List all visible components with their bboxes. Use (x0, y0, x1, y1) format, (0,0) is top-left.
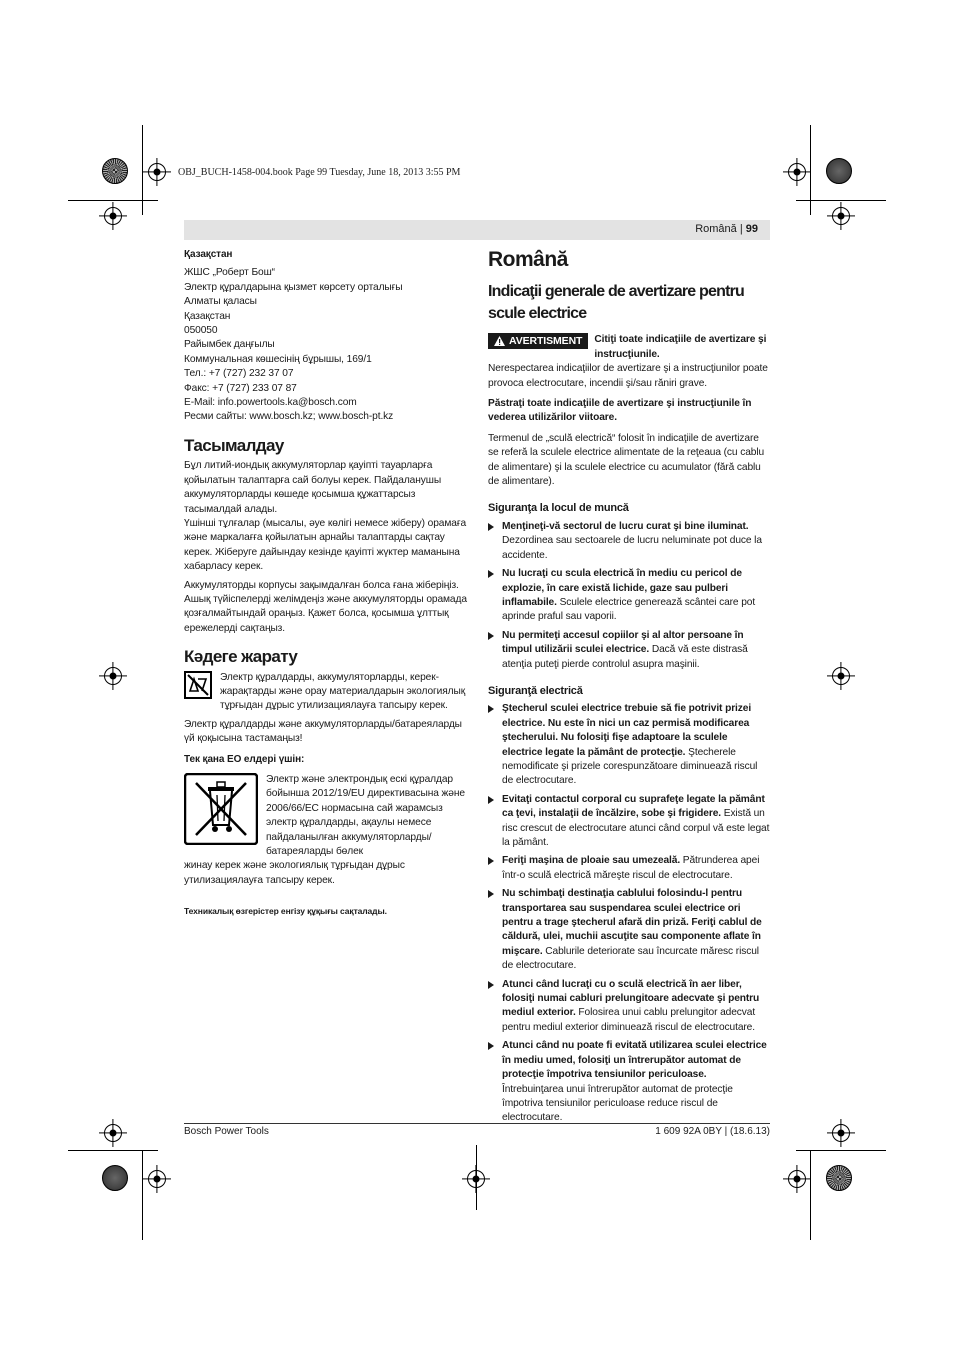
registration-mark-icon (832, 667, 850, 685)
address-line: Қазақстан (184, 310, 231, 322)
address-block (184, 266, 470, 424)
left-column (184, 248, 470, 919)
eu-paragraph: Электр және электрондық ескі құралдар бойынша 2012/19/EU директивасына және 2006/66/EC нормасына сай жарамсыз электр құралдарды, ақаулы немесе пайдаланылған аккумуляторларды/батареяларды бөлек (266, 774, 465, 858)
color-target-icon (102, 158, 128, 184)
right-column (488, 248, 770, 1130)
crop-mark (796, 200, 886, 201)
address-line: ЖШС „Роберт Бош“ (184, 267, 275, 279)
bullet-arrow-icon (488, 570, 494, 578)
bullet-arrow-icon (488, 1042, 494, 1050)
list-item (488, 793, 770, 851)
list-item (488, 854, 770, 883)
list-item-bold: Evitaţi contactul corporal cu suprafeţe legate la pământ ca ţevi, instalaţii de încălzire, sobe şi frigidere. (502, 793, 765, 820)
warning-triangle-icon (494, 336, 505, 346)
registration-mark-icon (148, 1170, 166, 1188)
registration-mark-icon (788, 1170, 806, 1188)
list-item-bold: Nu permiteţi accesul copiilor şi al altor persoane în timpul utilizării sculei electrice. (502, 629, 744, 656)
address-line: E-Mail: info.powertools.ka@bosch.com (184, 397, 357, 409)
work-safety-list (488, 520, 770, 672)
crop-mark (810, 125, 811, 215)
warning-label: AVERTISMENT (509, 335, 583, 348)
list-item-bold: Nu lucraţi cu scula electrică în mediu cu pericol de explozie, în care există lichide, gaze sau pulberi inflamabile. (502, 568, 742, 608)
warning-text: Nerespectarea indicaţiilor de avertizare şi a instrucţiunilor poate provoca electrocutare, incendii şi/sau răniri grave. (488, 363, 768, 389)
crop-mark (810, 1150, 811, 1240)
footer-code: 1 609 92A 0BY | (18.6.13) (655, 1126, 770, 1137)
keep-instructions: Păstraţi toate indicaţiile de avertizare şi instrucţiunile în vederea utilizărilor viitoare. (488, 398, 752, 424)
list-item-text: Dezordinea sau sectoarele de lucru neluminate pot duce la accidente. (502, 535, 762, 561)
list-item-bold: Atunci când lucraţi cu o sculă electrică în aer liber, folosiţi numai cabluri prelungitoare adecvate şi pentru mediul exterior. (502, 978, 760, 1019)
eu-heading: Тек қана ЕО елдері үшін: (184, 753, 305, 765)
list-item (488, 1039, 770, 1125)
registration-mark-icon (832, 207, 850, 225)
warning-badge (488, 333, 588, 349)
address-line: Алматы қаласы (184, 296, 257, 308)
bullet-arrow-icon (488, 632, 494, 640)
address-title: Қазақстан (184, 249, 233, 260)
warning-bold: Citiţi toate indicaţiile de avertizare şi instrucţiunile. (594, 334, 767, 360)
list-item (488, 978, 770, 1036)
registration-mark-icon (788, 163, 806, 181)
disposal-paragraph: Электр құралдарды және аккумуляторларды/батареяларды үй қоқысына тастамаңыз! (184, 718, 462, 745)
registration-mark-icon (148, 163, 166, 181)
reserve-note: Техникалық өзгерістер енгізу құқығы сақталады. (184, 906, 387, 917)
footer-brand: Bosch Power Tools (184, 1126, 269, 1137)
crop-mark (68, 1150, 158, 1151)
crossed-bin-icon (184, 773, 258, 845)
list-item-bold: Nu schimbaţi destinaţia cablului folosindu-l pentru transportarea sau suspendarea sculei electrice ori pentru a trage ştecherul afară din priză. Feriţi cablul de căldură, ulei, muchii ascuţite sau componente aflate în mişcare. (502, 888, 762, 957)
page-number: 99 (745, 223, 758, 235)
crop-mark (142, 1150, 143, 1240)
footer-divider (184, 1123, 770, 1124)
bullet-arrow-icon (488, 981, 494, 989)
address-line: Тел.: +7 (727) 232 37 07 (184, 368, 294, 380)
list-item (488, 629, 770, 672)
bullet-arrow-icon (488, 705, 494, 713)
list-item-text: Există un risc crescut de electrocutare atunci când corpul vă este legat la pământ. (502, 808, 770, 848)
crop-mark (142, 125, 143, 215)
electrical-safety-heading: Siguranţă electrică (488, 684, 583, 697)
disposal-paragraph: Электр құралдарды, аккумуляторларды, керек-жарақтарды және орау материалдарын экологиялық тұрғыдан дұрыс утилизациялауға тапсыру керек. (220, 671, 466, 712)
list-item-text: Întrebuinţarea unui întrerupător automat de protecţie împotriva tensiunilor periculoase reduce riscul de electrocutare. (502, 1083, 733, 1124)
transport-paragraph: Үшінші тұлғалар (мысалы, әуе көлігі немесе жіберу) орамаға және маркалағға қойылатын арнайы талаптарды сақтау керек. Жіберуге дайындау кезінде қауіпті жүктер маманына хабарласу керек. (184, 517, 467, 573)
list-item-bold: Menţineţi-vă sectorul de lucru curat şi bine iluminat. (502, 520, 749, 532)
color-target-icon (826, 158, 852, 184)
list-item-text: Sculele electrice generează scântei care pot aprinde praful sau vaporii. (502, 596, 756, 623)
crop-mark (68, 200, 158, 201)
list-item-text: Cablurile deteriorate sau încurcate măresc riscul de electrocutare. (502, 945, 759, 972)
work-safety-heading: Siguranţa la locul de muncă (488, 502, 629, 515)
list-item-text: Pătrunderea apei într-o sculă electrică măreşte riscul de electrocutare. (502, 855, 760, 881)
list-item-text: Ştecherele nemodificate şi prizele corespunzătoare diminuează riscul de electrocutare. (502, 746, 758, 787)
address-line: Райымбек даңғылы (184, 339, 275, 351)
transport-paragraph: Бұл литий-иондық аккумуляторлар қауіпті тауарларға қойылатын талаптарға сай болуы керек. Пайдаланушы аккумуляторларды көшеде қосымша құжаттарсыз тасымалдай алады. (184, 460, 442, 515)
header-language: Română (695, 223, 737, 235)
bullet-arrow-icon (488, 890, 494, 898)
term-paragraph: Termenul de „sculă electrică“ folosit în indicaţiile de avertizare se referă la sculele electrice alimentate de la reţeaua (cu cablu de alimentare) şi la sculele electrice cu acumulator (fără cablu de alimentare). (488, 432, 765, 488)
bullet-arrow-icon (488, 857, 494, 865)
page-header: Română | 99 (184, 220, 770, 240)
registration-mark-icon (104, 667, 122, 685)
registration-mark-icon (104, 207, 122, 225)
list-item-bold: Ştecherul sculei electrice trebuie să fie potrivit prizei electrice. Nu este în nici un caz permisă modificarea ştecherului. Nu folosiţi fişe adaptoare la sculele electrice legate la pământ de protecţie. (502, 703, 752, 758)
list-item (488, 887, 770, 973)
language-title: Română (488, 248, 568, 271)
recycle-prohibited-icon (184, 671, 212, 699)
registration-mark-icon (104, 1124, 122, 1142)
eu-paragraph-cont: жинау керек және экологиялық тұрғыдан дұрыс утилизациялауға тапсыру керек. (184, 860, 405, 886)
address-line: 050050 (184, 325, 218, 337)
crop-mark (796, 1150, 886, 1151)
transport-paragraph: Аккумуляторды корпусы зақымдалған болса ғана жіберіңіз. Ашық түйіспелерді желімдеңіз және аккумуляторды орамада қозғалмайтындай ораңыз. Қажет болса, қосымша ұлттық ережелерді сақтаңыз. (184, 579, 467, 634)
bullet-arrow-icon (488, 523, 494, 531)
file-info: OBJ_BUCH-1458-004.book Page 99 Tuesday, June 18, 2013 3:55 PM (178, 167, 461, 178)
list-item (488, 702, 770, 788)
transport-heading: Тасымалдау (184, 435, 284, 455)
electrical-safety-list (488, 702, 770, 1125)
list-item-text: Folosirea unui cablu prelungitor adecvat pentru mediul exterior diminuează riscul de electrocutare. (502, 1007, 756, 1033)
address-line: Коммунальная көшесінің бұрышы, 169/1 (184, 353, 372, 365)
disposal-heading: Кәдеге жарату (184, 647, 298, 667)
address-line: Факс: +7 (727) 233 07 87 (184, 382, 297, 394)
list-item-text: Dacă vă este distrasă atenţia puteţi pierde controlul asupra maşinii. (502, 644, 748, 670)
list-item (488, 567, 770, 625)
bullet-arrow-icon (488, 796, 494, 804)
address-line: Электр құралдарына қызмет көрсету орталығы (184, 281, 403, 293)
list-item (488, 520, 770, 563)
color-target-icon (826, 1165, 852, 1191)
section-title: Indicaţii generale de avertizare pentru scule electrice (488, 283, 745, 323)
address-line: Ресми сайты: www.bosch.kz; www.bosch-pt.kz (184, 411, 394, 423)
list-item-bold: Feriţi maşina de ploaie sau umezeală. (502, 855, 681, 867)
registration-mark-icon (832, 1124, 850, 1142)
list-item-bold: Atunci când nu poate fi evitată utilizarea sculei electrice în mediu umed, folosiţi un întrerupător automat de protecţie împotriva tensiunilor periculoase. (502, 1040, 767, 1081)
color-target-icon (102, 1165, 128, 1191)
crop-mark (476, 1145, 477, 1210)
